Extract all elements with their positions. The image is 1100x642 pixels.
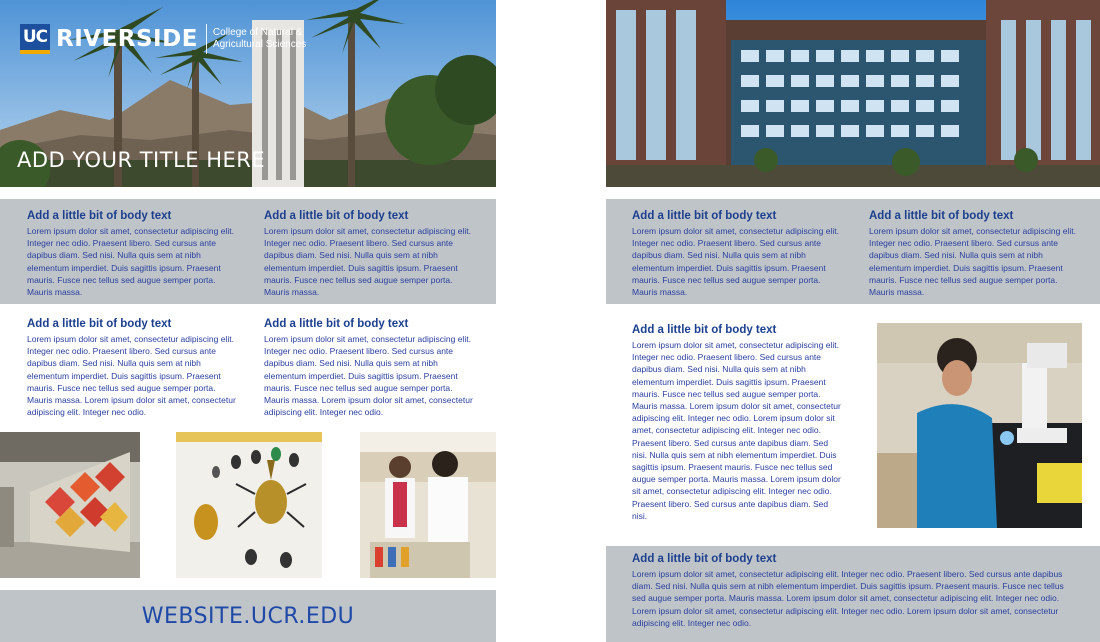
text-block — [27, 209, 237, 298]
block-heading: Add a little bit of body text — [632, 553, 777, 565]
hero-title: ADD YOUR TITLE HERE — [17, 148, 266, 172]
block-body: Lorem ipsum dolor sit amet, consectetur adipiscing elit. Integer nec odio. Praesent libero. Sed cursus ante dapibus diam. Sed nisi. Nulla quis sem at nibh elementum imperdiet. Duis sagittis ipsum. Praesent mauris. Fusce nec tellus sed augue semper porta. Mauris massa. — [264, 226, 471, 298]
block-body: Lorem ipsum dolor sit amet, consectetur adipiscing elit. Integer nec odio. Praesent libero. Sed cursus ante dapibus diam. Sed nisi. Nulla quis sem at nibh elementum imperdiet. Duis sagittis ipsum. Praesent mauris. Fusce nec tellus sed augue semper porta. Mauris massa. Lorem ipsum dolor sit amet, consectetur adipiscing elit. Integer nec odio. Lorem ipsum dolor sit amet, consectetur adipiscing elit. Integer nec odio. Praesent libero. Sed cursus ante dapibus diam. Sed nisi. Nulla quis sem at nibh elementum imperdiet. Duis sagittis ipsum. Praesent mauris. Fusce nec tellus sed augue semper porta. Mauris massa. Lorem ipsum dolor sit amet, consectetur adipiscing elit. Integer nec odio. Praesent libero. Sed cursus ante dapibus diam. Sed nisi. — [632, 340, 841, 521]
block-heading: Add a little bit of body text — [632, 324, 777, 336]
block-body: Lorem ipsum dolor sit amet, consectetur adipiscing elit. Integer nec odio. Praesent libero. Sed cursus ante dapibus diam. Sed nisi. Nulla quis sem at nibh elementum imperdiet. Duis sagittis ipsum. Praesent mauris. Fusce nec tellus sed augue semper porta. Mauris massa. Lorem ipsum dolor sit amet, consectetur adipiscing elit. Integer nec odio. Lorem ipsum dolor sit amet, consectetur adipiscing elit. Integer nec odio. Lorem ipsum dolor sit amet, consectetur adipiscing elit. Integer nec odio. — [632, 569, 1064, 628]
photo-beetles — [176, 432, 322, 578]
website-url[interactable]: WEBSITE.UCR.EDU — [141, 603, 355, 629]
text-block — [632, 209, 842, 298]
block-body: Lorem ipsum dolor sit amet, consectetur adipiscing elit. Integer nec odio. Praesent libero. Sed cursus ante dapibus diam. Sed nisi. Nulla quis sem at nibh elementum imperdiet. Duis sagittis ipsum. Praesent mauris. Fusce nec tellus sed augue semper porta. Mauris massa. Lorem ipsum dolor sit amet, consectetur adipiscing elit. Integer nec odio. — [264, 334, 473, 418]
block-heading: Add a little bit of body text — [632, 210, 777, 222]
block-body: Lorem ipsum dolor sit amet, consectetur adipiscing elit. Integer nec odio. Praesent libero. Sed cursus ante dapibus diam. Sed nisi. Nulla quis sem at nibh elementum imperdiet. Duis sagittis ipsum. Praesent mauris. Fusce nec tellus sed augue semper porta. Mauris massa. — [27, 226, 234, 298]
text-block — [869, 209, 1079, 298]
photo-art-wall — [0, 432, 140, 578]
website-footer — [0, 590, 496, 642]
block-body: Lorem ipsum dolor sit amet, consectetur adipiscing elit. Integer nec odio. Praesent libero. Sed cursus ante dapibus diam. Sed nisi. Nulla quis sem at nibh elementum imperdiet. Duis sagittis ipsum. Praesent mauris. Fusce nec tellus sed augue semper porta. Mauris massa. — [869, 226, 1076, 298]
block-heading: Add a little bit of body text — [264, 318, 409, 330]
college-name: College of Natural & Agricultural Sciences — [212, 27, 307, 50]
text-block — [632, 323, 844, 522]
ucr-logo — [20, 24, 306, 54]
block-heading: Add a little bit of body text — [27, 318, 172, 330]
text-block — [264, 317, 474, 418]
text-block — [264, 209, 474, 298]
block-heading: Add a little bit of body text — [264, 210, 409, 222]
block-heading: Add a little bit of body text — [869, 210, 1014, 222]
text-block — [27, 317, 237, 418]
logo-divider — [206, 24, 207, 54]
logo-wordmark: RIVERSIDE — [56, 26, 198, 52]
text-block — [632, 552, 1072, 629]
block-body: Lorem ipsum dolor sit amet, consectetur adipiscing elit. Integer nec odio. Praesent libero. Sed cursus ante dapibus diam. Sed nisi. Nulla quis sem at nibh elementum imperdiet. Duis sagittis ipsum. Praesent mauris. Fusce nec tellus sed augue semper porta. Mauris massa. Lorem ipsum dolor sit amet, consectetur adipiscing elit. Integer nec odio. — [27, 334, 236, 418]
logo-mark: UC — [20, 24, 50, 54]
building-photo — [606, 0, 1100, 187]
block-heading: Add a little bit of body text — [27, 210, 172, 222]
photo-researchers — [360, 432, 496, 578]
photo-microscope — [877, 323, 1082, 528]
block-body: Lorem ipsum dolor sit amet, consectetur adipiscing elit. Integer nec odio. Praesent libero. Sed cursus ante dapibus diam. Sed nisi. Nulla quis sem at nibh elementum imperdiet. Duis sagittis ipsum. Praesent mauris. Fusce nec tellus sed augue semper porta. Mauris massa. — [632, 226, 839, 298]
